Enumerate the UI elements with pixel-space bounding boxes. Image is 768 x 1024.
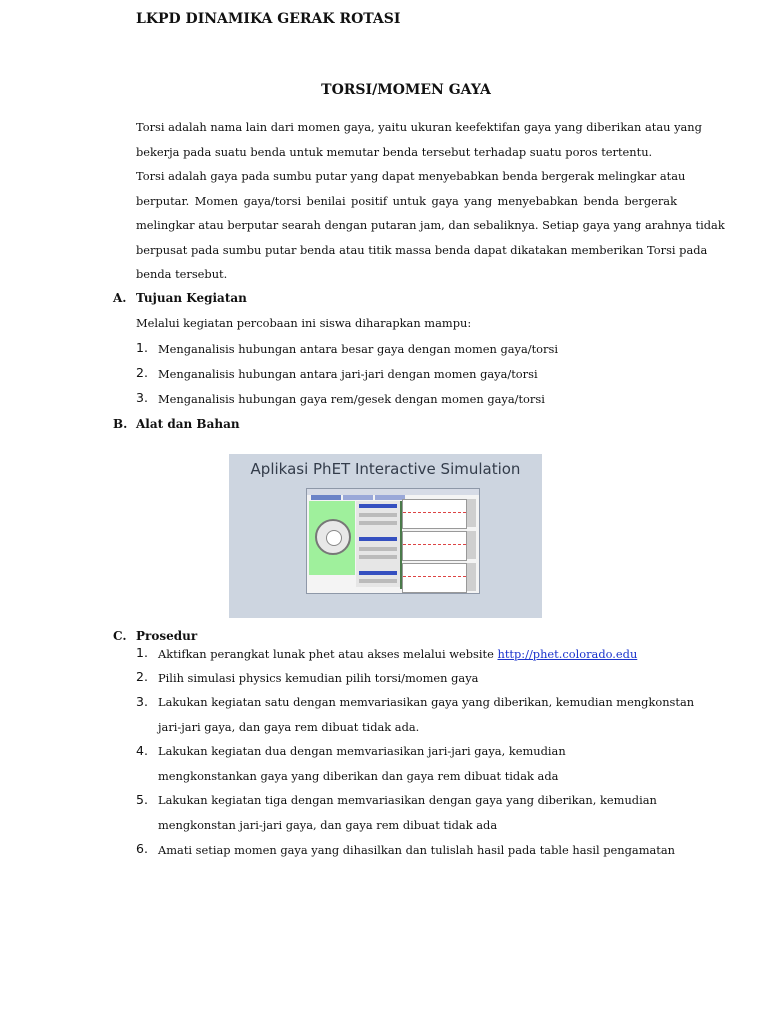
control-row <box>359 521 397 525</box>
section-b-title: Alat dan Bahan <box>136 417 240 431</box>
control-row <box>359 555 397 559</box>
list-item-text: Aktifkan perangkat lunak phet atau akses melalui website <box>158 647 498 661</box>
list-number: 4. <box>136 743 148 758</box>
control-row <box>359 513 397 517</box>
section-c-title: Prosedur <box>136 629 198 643</box>
section-a-letter: A. <box>113 291 127 305</box>
list-item <box>158 647 637 661</box>
section-c-letter: C. <box>113 629 127 643</box>
list-item: Pilih simulasi physics kemudian pilih torsi/momen gaya <box>158 671 479 685</box>
list-number: 1. <box>136 340 148 355</box>
list-number: 3. <box>136 694 148 709</box>
simulation-tab <box>311 495 341 500</box>
list-item <box>158 690 695 739</box>
rotating-disc-icon <box>315 519 351 555</box>
paragraph-line: bekerja pada suatu benda untuk memutar benda tersebut terhadap suatu poros tertentu. <box>136 144 653 159</box>
section-a-intro: Melalui kegiatan percobaan ini siswa diharapkan mampu: <box>136 316 472 330</box>
control-row <box>359 571 397 575</box>
control-panel <box>356 501 400 587</box>
control-row <box>359 547 397 551</box>
list-item-line: jari-jari gaya, dan gaya rem dibuat tidak ada. <box>158 719 420 734</box>
graph-controls <box>467 531 476 559</box>
simulation-tab <box>375 495 405 500</box>
list-item: Menganalisis hubungan antara besar gaya dengan momen gaya/torsi <box>158 342 558 356</box>
list-number: 2. <box>136 365 148 380</box>
list-item-line: Lakukan kegiatan dua dengan memvariasikan jari-jari gaya, kemudian <box>158 744 566 758</box>
graph-controls <box>467 563 476 591</box>
list-number: 5. <box>136 792 148 807</box>
list-item <box>158 788 673 837</box>
image-caption: Aplikasi PhET Interactive Simulation <box>250 460 521 478</box>
simulation-tab <box>343 495 373 500</box>
list-number: 6. <box>136 841 148 856</box>
paragraph-line: benda tersebut. <box>136 267 228 281</box>
list-number: 1. <box>136 645 148 660</box>
paragraph-line: berputar. Momen gaya/torsi benilai positif untuk gaya yang menyebabkan benda bergerak <box>136 193 677 208</box>
graph-panel <box>402 499 467 529</box>
document-header-title: LKPD DINAMIKA GERAK ROTASI <box>136 11 401 27</box>
list-item <box>158 739 673 788</box>
list-item: Amati setiap momen gaya yang dihasilkan dan tulislah hasil pada table hasil pengamatan <box>158 843 676 857</box>
section-b-letter: B. <box>113 417 128 431</box>
simulation-screenshot <box>306 488 480 594</box>
graph-controls <box>467 499 476 527</box>
list-item: Menganalisis hubungan gaya rem/gesek dengan momen gaya/torsi <box>158 392 545 406</box>
phet-website-link[interactable]: http://phet.colorado.edu <box>497 647 638 661</box>
list-number: 2. <box>136 669 148 684</box>
page-title: TORSI/MOMEN GAYA <box>321 82 491 98</box>
section-a-title: Tujuan Kegiatan <box>136 291 247 305</box>
graph-panel <box>402 531 467 561</box>
paragraph-line: melingkar atau berputar searah dengan putaran jam, dan sebaliknya. Setiap gaya yang arahnya tidak <box>136 218 725 232</box>
intro-paragraph-1 <box>136 115 702 164</box>
control-row <box>359 579 397 583</box>
list-item-line: Lakukan kegiatan tiga dengan memvariasikan dengan gaya yang diberikan, kemudian <box>158 793 657 807</box>
list-number: 3. <box>136 390 148 405</box>
list-item-line: mengkonstankan gaya yang diberikan dan gaya rem dibuat tidak ada <box>158 768 559 783</box>
play-area <box>309 501 355 575</box>
paragraph-line: berpusat pada sumbu putar benda atau titik massa benda dapat dikatakan memberikan Torsi pada <box>136 242 708 257</box>
phet-simulation-image <box>229 454 542 618</box>
intro-paragraph-2 <box>136 164 725 287</box>
list-item-line: Lakukan kegiatan satu dengan memvariasikan gaya yang diberikan, kemudian mengkonstan <box>158 695 695 709</box>
list-item: Menganalisis hubungan antara jari-jari dengan momen gaya/torsi <box>158 367 538 381</box>
control-row <box>359 504 397 508</box>
paragraph-line: Torsi adalah nama lain dari momen gaya, yaitu ukuran keefektifan gaya yang diberikan atau yang <box>136 120 702 134</box>
control-row <box>359 537 397 541</box>
list-item-line: mengkonstan jari-jari gaya, dan gaya rem dibuat tidak ada <box>158 817 498 832</box>
graph-panel <box>402 563 467 593</box>
paragraph-line: Torsi adalah gaya pada sumbu putar yang dapat menyebabkan benda bergerak melingkar atau <box>136 169 686 183</box>
